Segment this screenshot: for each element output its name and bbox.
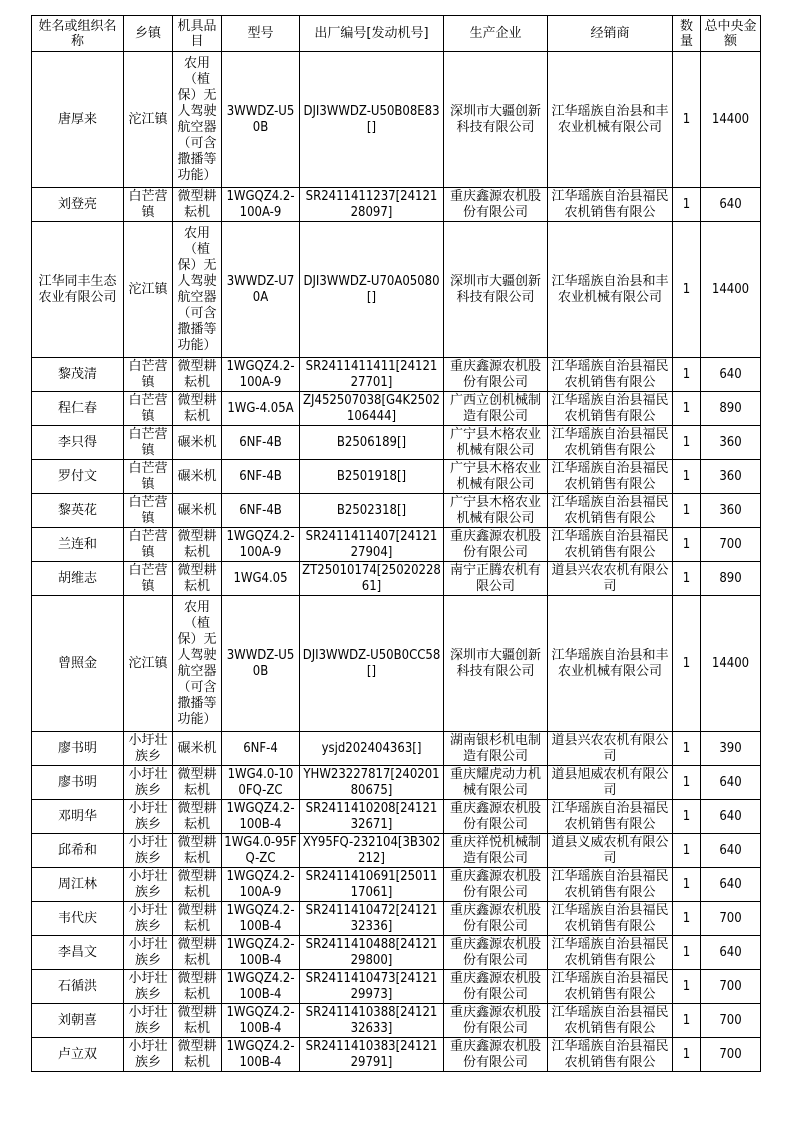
- cell-amount: 640: [701, 358, 761, 392]
- cell-qty: 1: [673, 1004, 701, 1038]
- cell-dealer: 道县旭威农机有限公司: [548, 766, 673, 800]
- cell-dealer: 江华瑶族自治县福民农机销售有限公: [548, 902, 673, 936]
- cell-model: 1WGQZ4.2-100B-4: [222, 936, 300, 970]
- table-row: [32, 800, 761, 834]
- cell-amount: 390: [701, 732, 761, 766]
- cell-amount: 14400: [701, 52, 761, 188]
- cell-town: 白芒营镇: [124, 528, 173, 562]
- cell-amount: 640: [701, 188, 761, 222]
- cell-dealer: 江华瑶族自治县福民农机销售有限公: [548, 358, 673, 392]
- cell-qty: 1: [673, 52, 701, 188]
- cell-model: 1WGQZ4.2-100A-9: [222, 528, 300, 562]
- cell-town: 小圩壮族乡: [124, 1004, 173, 1038]
- cell-amount: 700: [701, 528, 761, 562]
- cell-name: 程仁春: [32, 392, 124, 426]
- header-town: 乡镇: [124, 16, 173, 52]
- cell-name: 卢立双: [32, 1038, 124, 1072]
- cell-maker: 湖南银杉机电制造有限公司: [444, 732, 548, 766]
- cell-town: 小圩壮族乡: [124, 902, 173, 936]
- cell-name: 韦代庆: [32, 902, 124, 936]
- cell-category: 微型耕耘机: [173, 800, 222, 834]
- cell-category: 农用（植保）无人驾驶航空器（可含撒播等功能）: [173, 596, 222, 732]
- cell-qty: 1: [673, 528, 701, 562]
- cell-name: 石循洪: [32, 970, 124, 1004]
- cell-town: 小圩壮族乡: [124, 936, 173, 970]
- cell-name: 黎茂清: [32, 358, 124, 392]
- cell-category: 碾米机: [173, 494, 222, 528]
- cell-amount: 640: [701, 834, 761, 868]
- cell-town: 白芒营镇: [124, 494, 173, 528]
- cell-amount: 640: [701, 868, 761, 902]
- cell-name: 廖书明: [32, 732, 124, 766]
- cell-serial: DJI3WWDZ-U50B08E83[]: [300, 52, 444, 188]
- cell-maker: 南宁正腾农机有限公司: [444, 562, 548, 596]
- cell-town: 小圩壮族乡: [124, 834, 173, 868]
- cell-name: 黎英花: [32, 494, 124, 528]
- cell-dealer: 江华瑶族自治县福民农机销售有限公: [548, 188, 673, 222]
- cell-name: 兰连和: [32, 528, 124, 562]
- cell-category: 微型耕耘机: [173, 358, 222, 392]
- cell-model: 1WGQZ4.2-100A-9: [222, 868, 300, 902]
- cell-amount: 14400: [701, 222, 761, 358]
- cell-name: 罗付文: [32, 460, 124, 494]
- table-row: [32, 732, 761, 766]
- cell-category: 微型耕耘机: [173, 562, 222, 596]
- cell-dealer: 江华瑶族自治县和丰农业机械有限公司: [548, 596, 673, 732]
- cell-name: 胡维志: [32, 562, 124, 596]
- cell-serial: SR2411410388[2412132633]: [300, 1004, 444, 1038]
- cell-qty: 1: [673, 426, 701, 460]
- cell-town: 白芒营镇: [124, 426, 173, 460]
- cell-model: 6NF-4: [222, 732, 300, 766]
- cell-name: 曾照金: [32, 596, 124, 732]
- cell-category: 农用（植保）无人驾驶航空器（可含撒播等功能）: [173, 222, 222, 358]
- cell-qty: 1: [673, 596, 701, 732]
- cell-model: 1WGQZ4.2-100B-4: [222, 970, 300, 1004]
- cell-qty: 1: [673, 766, 701, 800]
- cell-maker: 重庆鑫源农机股份有限公司: [444, 1004, 548, 1038]
- cell-amount: 640: [701, 936, 761, 970]
- cell-qty: 1: [673, 868, 701, 902]
- table-row: [32, 902, 761, 936]
- cell-model: 3WWDZ-U50B: [222, 596, 300, 732]
- cell-qty: 1: [673, 936, 701, 970]
- cell-name: 周江林: [32, 868, 124, 902]
- cell-maker: 广宁县木格农业机械有限公司: [444, 426, 548, 460]
- cell-maker: 重庆鑫源农机股份有限公司: [444, 800, 548, 834]
- header-name: 姓名或组织名称: [32, 16, 124, 52]
- cell-dealer: 江华瑶族自治县和丰农业机械有限公司: [548, 222, 673, 358]
- cell-qty: 1: [673, 732, 701, 766]
- table-row: [32, 868, 761, 902]
- cell-category: 微型耕耘机: [173, 528, 222, 562]
- cell-dealer: 道县兴农农机有限公司: [548, 732, 673, 766]
- cell-amount: 700: [701, 1004, 761, 1038]
- header-dealer: 经销商: [548, 16, 673, 52]
- cell-maker: 重庆耀虎动力机械有限公司: [444, 766, 548, 800]
- cell-dealer: 江华瑶族自治县福民农机销售有限公: [548, 494, 673, 528]
- cell-model: 1WGQZ4.2-100B-4: [222, 1004, 300, 1038]
- cell-model: 1WGQZ4.2-100A-9: [222, 358, 300, 392]
- cell-town: 白芒营镇: [124, 188, 173, 222]
- table-row: [32, 936, 761, 970]
- table-row: [32, 528, 761, 562]
- cell-serial: B2501918[]: [300, 460, 444, 494]
- cell-maker: 重庆祥悦机械制造有限公司: [444, 834, 548, 868]
- cell-town: 白芒营镇: [124, 358, 173, 392]
- table-row: [32, 562, 761, 596]
- cell-category: 碾米机: [173, 732, 222, 766]
- cell-town: 白芒营镇: [124, 392, 173, 426]
- cell-maker: 深圳市大疆创新科技有限公司: [444, 596, 548, 732]
- cell-serial: ZT25010174[2502022861]: [300, 562, 444, 596]
- table-row: [32, 222, 761, 358]
- cell-serial: DJI3WWDZ-U50B0CC58[]: [300, 596, 444, 732]
- cell-serial: SR2411410383[2412129791]: [300, 1038, 444, 1072]
- cell-name: 唐厚来: [32, 52, 124, 188]
- cell-category: 微型耕耘机: [173, 936, 222, 970]
- cell-dealer: 江华瑶族自治县福民农机销售有限公: [548, 936, 673, 970]
- cell-maker: 广西立创机械制造有限公司: [444, 392, 548, 426]
- cell-serial: SR2411410691[2501117061]: [300, 868, 444, 902]
- cell-maker: 深圳市大疆创新科技有限公司: [444, 222, 548, 358]
- cell-dealer: 江华瑶族自治县福民农机销售有限公: [548, 1004, 673, 1038]
- cell-category: 碾米机: [173, 426, 222, 460]
- cell-town: 小圩壮族乡: [124, 766, 173, 800]
- cell-amount: 360: [701, 460, 761, 494]
- cell-maker: 重庆鑫源农机股份有限公司: [444, 528, 548, 562]
- cell-amount: 14400: [701, 596, 761, 732]
- cell-maker: 重庆鑫源农机股份有限公司: [444, 868, 548, 902]
- cell-qty: 1: [673, 358, 701, 392]
- cell-serial: B2502318[]: [300, 494, 444, 528]
- cell-category: 微型耕耘机: [173, 970, 222, 1004]
- cell-name: 刘登亮: [32, 188, 124, 222]
- cell-amount: 700: [701, 970, 761, 1004]
- cell-name: 江华同丰生态农业有限公司: [32, 222, 124, 358]
- cell-dealer: 江华瑶族自治县福民农机销售有限公: [548, 392, 673, 426]
- cell-town: 小圩壮族乡: [124, 732, 173, 766]
- cell-town: 白芒营镇: [124, 562, 173, 596]
- cell-town: 白芒营镇: [124, 460, 173, 494]
- cell-town: 小圩壮族乡: [124, 970, 173, 1004]
- cell-name: 李只得: [32, 426, 124, 460]
- cell-amount: 890: [701, 562, 761, 596]
- cell-maker: 重庆鑫源农机股份有限公司: [444, 188, 548, 222]
- cell-category: 碾米机: [173, 460, 222, 494]
- cell-serial: SR2411411407[2412127904]: [300, 528, 444, 562]
- cell-model: 1WG-4.05A: [222, 392, 300, 426]
- cell-maker: 重庆鑫源农机股份有限公司: [444, 936, 548, 970]
- header-qty: 数量: [673, 16, 701, 52]
- cell-maker: 广宁县木格农业机械有限公司: [444, 460, 548, 494]
- table-row: [32, 596, 761, 732]
- cell-serial: DJI3WWDZ-U70A05080[]: [300, 222, 444, 358]
- cell-model: 3WWDZ-U70A: [222, 222, 300, 358]
- cell-qty: 1: [673, 970, 701, 1004]
- cell-town: 小圩壮族乡: [124, 1038, 173, 1072]
- cell-town: 小圩壮族乡: [124, 800, 173, 834]
- cell-category: 微型耕耘机: [173, 834, 222, 868]
- cell-model: 1WGQZ4.2-100A-9: [222, 188, 300, 222]
- cell-maker: 重庆鑫源农机股份有限公司: [444, 1038, 548, 1072]
- table-row: [32, 766, 761, 800]
- cell-qty: 1: [673, 834, 701, 868]
- cell-dealer: 道县兴农农机有限公司: [548, 562, 673, 596]
- cell-model: 1WGQZ4.2-100B-4: [222, 902, 300, 936]
- cell-serial: B2506189[]: [300, 426, 444, 460]
- cell-category: 微型耕耘机: [173, 902, 222, 936]
- cell-town: 沱江镇: [124, 222, 173, 358]
- cell-town: 小圩壮族乡: [124, 868, 173, 902]
- cell-amount: 700: [701, 1038, 761, 1072]
- cell-model: 6NF-4B: [222, 460, 300, 494]
- cell-category: 微型耕耘机: [173, 1004, 222, 1038]
- cell-town: 沱江镇: [124, 52, 173, 188]
- table-row: [32, 970, 761, 1004]
- cell-serial: SR2411411411[2412127701]: [300, 358, 444, 392]
- cell-model: 1WGQZ4.2-100B-4: [222, 800, 300, 834]
- cell-qty: 1: [673, 800, 701, 834]
- cell-qty: 1: [673, 902, 701, 936]
- cell-name: 廖书明: [32, 766, 124, 800]
- cell-category: 微型耕耘机: [173, 766, 222, 800]
- cell-model: 6NF-4B: [222, 426, 300, 460]
- cell-category: 微型耕耘机: [173, 188, 222, 222]
- cell-qty: 1: [673, 460, 701, 494]
- cell-maker: 深圳市大疆创新科技有限公司: [444, 52, 548, 188]
- cell-qty: 1: [673, 494, 701, 528]
- cell-model: 1WGQZ4.2-100B-4: [222, 1038, 300, 1072]
- header-serial: 出厂编号[发动机号]: [300, 16, 444, 52]
- table-row: [32, 460, 761, 494]
- cell-maker: 广宁县木格农业机械有限公司: [444, 494, 548, 528]
- cell-serial: SR2411410208[2412132671]: [300, 800, 444, 834]
- cell-amount: 360: [701, 426, 761, 460]
- table-row: [32, 358, 761, 392]
- cell-dealer: 江华瑶族自治县福民农机销售有限公: [548, 868, 673, 902]
- table-row: [32, 834, 761, 868]
- cell-dealer: 江华瑶族自治县福民农机销售有限公: [548, 800, 673, 834]
- table-row: [32, 1004, 761, 1038]
- cell-qty: 1: [673, 562, 701, 596]
- cell-dealer: 江华瑶族自治县福民农机销售有限公: [548, 528, 673, 562]
- cell-model: 1WG4.0-100FQ-ZC: [222, 766, 300, 800]
- cell-dealer: 江华瑶族自治县和丰农业机械有限公司: [548, 52, 673, 188]
- cell-dealer: 江华瑶族自治县福民农机销售有限公: [548, 1038, 673, 1072]
- cell-name: 邓明华: [32, 800, 124, 834]
- cell-dealer: 道县义威农机有限公司: [548, 834, 673, 868]
- cell-amount: 640: [701, 766, 761, 800]
- cell-model: 3WWDZ-U50B: [222, 52, 300, 188]
- cell-dealer: 江华瑶族自治县福民农机销售有限公: [548, 970, 673, 1004]
- cell-dealer: 江华瑶族自治县福民农机销售有限公: [548, 460, 673, 494]
- cell-town: 沱江镇: [124, 596, 173, 732]
- table-row: [32, 1038, 761, 1072]
- cell-category: 微型耕耘机: [173, 1038, 222, 1072]
- header-category: 机具品目: [173, 16, 222, 52]
- table-row: [32, 392, 761, 426]
- cell-serial: SR2411410488[2412129800]: [300, 936, 444, 970]
- cell-serial: ysjd202404363[]: [300, 732, 444, 766]
- cell-model: 1WG4.05: [222, 562, 300, 596]
- cell-name: 邱希和: [32, 834, 124, 868]
- cell-qty: 1: [673, 188, 701, 222]
- cell-category: 微型耕耘机: [173, 868, 222, 902]
- cell-name: 刘朝喜: [32, 1004, 124, 1038]
- table-row: [32, 52, 761, 188]
- cell-serial: ZJ452507038[G4K2502106444]: [300, 392, 444, 426]
- cell-model: 1WG4.0-95FQ-ZC: [222, 834, 300, 868]
- cell-model: 6NF-4B: [222, 494, 300, 528]
- table-row: [32, 188, 761, 222]
- header-maker: 生产企业: [444, 16, 548, 52]
- cell-serial: SR2411411237[2412128097]: [300, 188, 444, 222]
- header-amount: 总中央金额: [701, 16, 761, 52]
- cell-qty: 1: [673, 222, 701, 358]
- subsidy-table: [31, 15, 761, 1072]
- cell-serial: XY95FQ-232104[3B302212]: [300, 834, 444, 868]
- cell-qty: 1: [673, 1038, 701, 1072]
- cell-amount: 360: [701, 494, 761, 528]
- cell-maker: 重庆鑫源农机股份有限公司: [444, 970, 548, 1004]
- cell-category: 微型耕耘机: [173, 392, 222, 426]
- cell-dealer: 江华瑶族自治县福民农机销售有限公: [548, 426, 673, 460]
- header-row: [32, 16, 761, 52]
- cell-maker: 重庆鑫源农机股份有限公司: [444, 902, 548, 936]
- header-model: 型号: [222, 16, 300, 52]
- cell-qty: 1: [673, 392, 701, 426]
- cell-maker: 重庆鑫源农机股份有限公司: [444, 358, 548, 392]
- table-row: [32, 494, 761, 528]
- table-row: [32, 426, 761, 460]
- cell-amount: 640: [701, 800, 761, 834]
- cell-name: 李昌文: [32, 936, 124, 970]
- cell-amount: 700: [701, 902, 761, 936]
- cell-serial: SR2411410472[2412132336]: [300, 902, 444, 936]
- cell-serial: YHW23227817[24020180675]: [300, 766, 444, 800]
- cell-amount: 890: [701, 392, 761, 426]
- cell-serial: SR2411410473[2412129973]: [300, 970, 444, 1004]
- cell-category: 农用（植保）无人驾驶航空器（可含撒播等功能）: [173, 52, 222, 188]
